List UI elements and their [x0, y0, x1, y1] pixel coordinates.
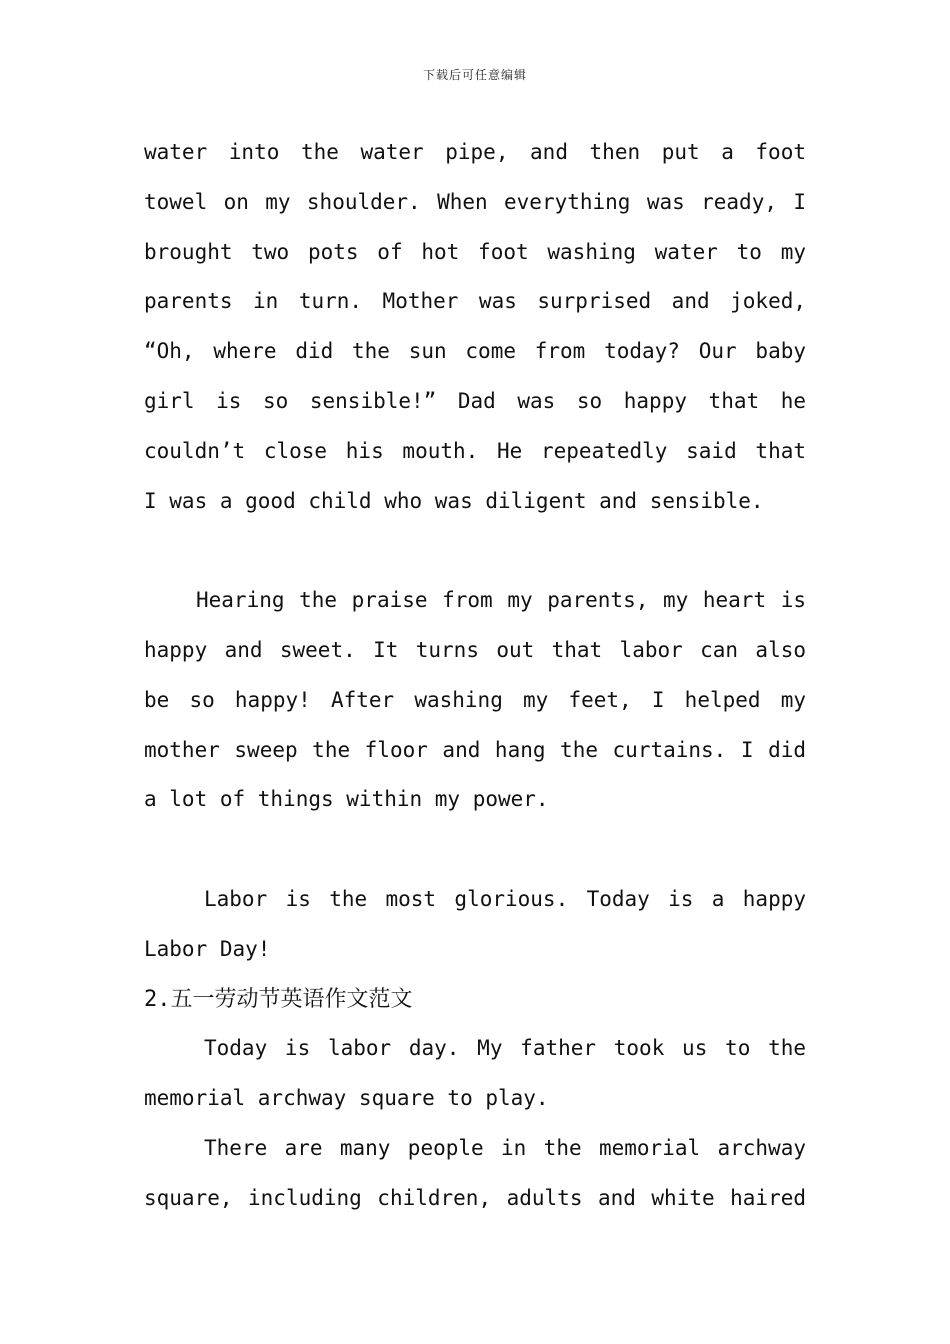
- text-line: happy and sweet. It turns out that labor can also: [144, 637, 806, 662]
- text-line: Today is labor day. My father took us to the: [204, 1036, 806, 1061]
- text-line: Hearing the praise from my parents, my heart is: [196, 588, 806, 613]
- paragraph: [144, 1124, 806, 1224]
- text-line: Labor Day!: [144, 936, 271, 961]
- paragraph: [144, 576, 806, 825]
- text-line: I was a good child who was diligent and sensible.: [144, 488, 764, 513]
- text-line: a lot of things within my power.: [144, 787, 549, 812]
- text-line: girl is so sensible!” Dad was so happy that he: [144, 388, 806, 413]
- paragraph: [144, 128, 806, 526]
- text-line: There are many people in the memorial archway: [204, 1135, 806, 1160]
- text-line: water into the water pipe, and then put a foot: [144, 140, 806, 164]
- text-line: mother sweep the floor and hang the curtains. I did: [144, 737, 806, 762]
- paragraph: [144, 875, 806, 975]
- text-line: be so happy! After washing my feet, I helped my: [144, 687, 806, 712]
- page-header-note: 下载后可任意编辑: [422, 68, 527, 82]
- text-line: parents in turn. Mother was surprised and joked,: [144, 289, 806, 314]
- paragraph-spacer: [144, 526, 806, 576]
- text-line: couldn’t close his mouth. He repeatedly said that: [144, 438, 806, 463]
- paragraph-spacer: [144, 825, 806, 875]
- text-line: brought two pots of hot foot washing water to my: [144, 239, 806, 264]
- paragraph: [144, 1024, 806, 1124]
- text-line: “Oh, where did the sun come from today? Our baby: [144, 339, 806, 364]
- section-heading: 2.五一劳动节英语作文范文: [144, 986, 413, 1012]
- text-line: Labor is the most glorious. Today is a happy: [204, 886, 806, 911]
- text-line: towel on my shoulder. When everything was ready, I: [144, 189, 806, 214]
- text-line: memorial archway square to play.: [144, 1086, 549, 1111]
- text-line: square, including children, adults and white haired: [144, 1185, 806, 1210]
- document-body: [144, 128, 806, 1224]
